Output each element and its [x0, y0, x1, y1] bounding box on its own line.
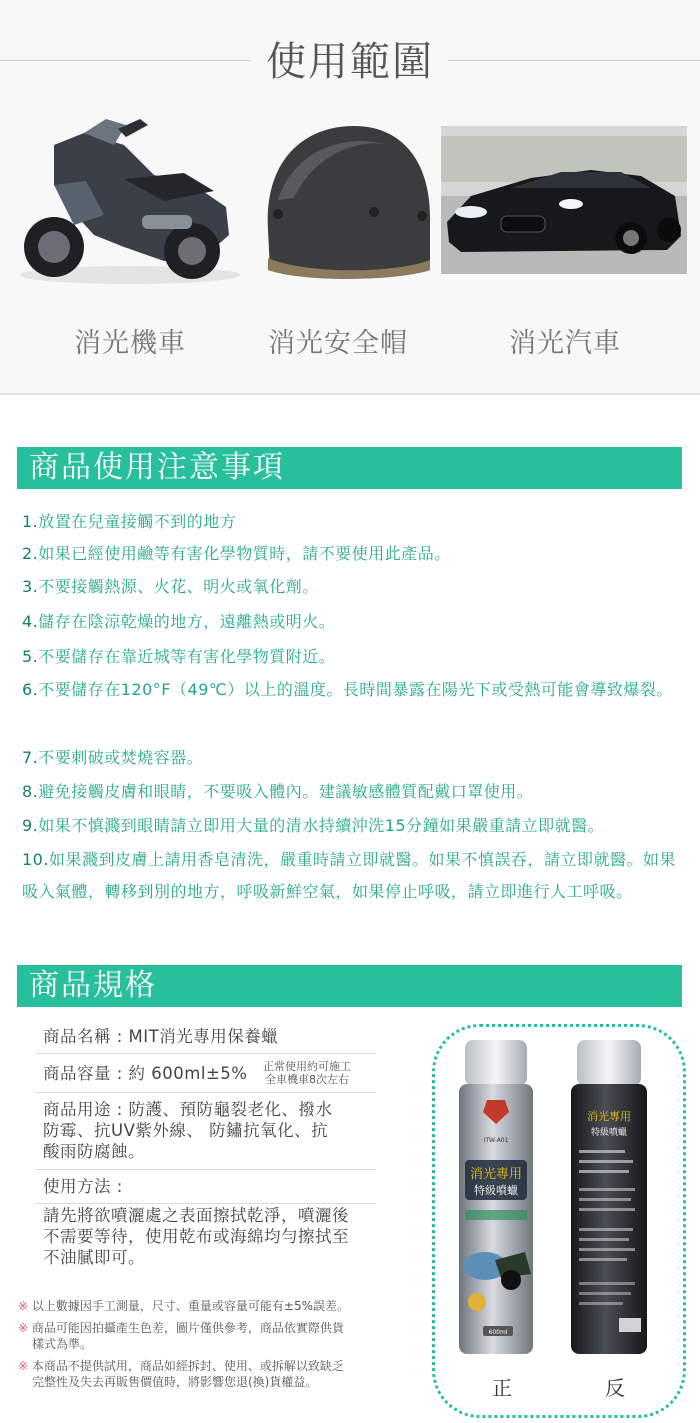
notice-item: 6.不要儲存在120°F（49℃）以上的溫度。長時間暴露在陽光下或受熱可能會導致爆裂。	[22, 680, 673, 699]
can-front-image	[455, 1038, 537, 1358]
scooter-image	[14, 115, 246, 287]
spec-method-1: 請先將欲噴灑處之表面擦拭乾淨，噴灑後	[43, 1206, 349, 1225]
can-back-image	[567, 1038, 651, 1358]
spec-method-label: 使用方法 :	[43, 1177, 123, 1196]
spec-purpose-1: 商品用途 : 防護、預防龜裂老化、撥水	[43, 1100, 333, 1119]
disclaimer-item: ※ 本商品不提供試用，商品如經拆封、使用、或拆解以致缺乏 完整性及失去再販售價值時，將影響您退(換)貨權益。	[18, 1359, 344, 1389]
notice-item: 8.避免接觸皮膚和眼睛，不要吸入體內。建議敏感體質配戴口罩使用。	[22, 782, 534, 801]
can-back-text: 消光專用	[587, 1110, 631, 1123]
back-label: 反	[605, 1376, 625, 1400]
notice-item: 7.不要刺破或焚燒容器。	[22, 748, 204, 767]
section-divider	[0, 393, 700, 395]
specs-header-bar	[17, 965, 682, 1007]
can-front-text: 消光專用	[469, 1167, 523, 1182]
notice-item: 3.不要接觸熱源、火花、明火或氧化劑。	[22, 577, 319, 596]
capacity-note: 正常使用約可施工 全車機車8次左右	[263, 1060, 351, 1086]
can-front-volume: 600ml	[488, 1329, 508, 1336]
spec-divider	[36, 1169, 376, 1170]
spec-purpose-3: 酸雨防腐蝕。	[43, 1142, 145, 1161]
notice-item: 5.不要儲存在靠近城等有害化學物質附近。	[22, 647, 336, 666]
helmet-image	[254, 120, 438, 288]
front-label: 正	[492, 1376, 512, 1400]
can-front-model: ITW-A01	[483, 1137, 509, 1144]
notice-item: 4.儲存在陰涼乾燥的地方，遠離熱或明火。	[22, 612, 336, 631]
notices-header-bar	[17, 447, 682, 489]
specs-title: 商品規格	[29, 968, 157, 1003]
caption-helmet: 消光安全帽	[268, 328, 408, 359]
spec-divider	[36, 1053, 376, 1054]
caption-car: 消光汽車	[509, 328, 621, 359]
spec-name: 商品名稱 : MIT消光專用保養蠟	[43, 1027, 279, 1046]
spec-divider	[36, 1092, 376, 1093]
notice-item: 2.如果已經使用鹼等有害化學物質時，請不要使用此產品。	[22, 544, 451, 563]
disclaimer-item: ※ 商品可能因拍攝產生色差，圖片僅供參考，商品依實際供貨 樣式為準。	[18, 1321, 344, 1351]
spec-method-3: 不油膩即可。	[43, 1248, 145, 1267]
spec-purpose-2: 防霉、抗UV紫外線、 防鏽抗氧化、抗	[43, 1121, 329, 1140]
spec-capacity: 商品容量 : 約 600ml±5%	[43, 1064, 248, 1083]
disclaimer-item: ※ 以上數據因手工測量，尺寸、重量或容量可能有±5%誤差。	[18, 1299, 349, 1313]
notice-item: 9.如果不慎濺到眼睛請立即用大量的清水持續沖洗15分鐘如果嚴重請立即就醫。	[22, 816, 605, 835]
usage-title: 使用範圍	[0, 38, 700, 86]
can-back-text2: 特級噴蠟	[590, 1128, 628, 1138]
usage-section	[0, 0, 700, 394]
notices-title: 商品使用注意事項	[29, 450, 285, 485]
spec-divider	[36, 1203, 376, 1204]
notice-item: 1.放置在兒童接觸不到的地方	[22, 512, 237, 531]
car-image	[441, 126, 687, 274]
caption-scooter: 消光機車	[74, 328, 186, 359]
spec-method-2: 不需要等待，使用乾布或海綿均勻擦拭至	[43, 1227, 349, 1246]
can-front-text2: 特級噴蠟	[474, 1184, 518, 1197]
notice-item: 10.如果濺到皮膚上請用香皂清洗，嚴重時請立即就醫。如果不慎誤吞，請立即就醫。如果吸入氣體，轉移到別的地方，呼吸新鮮空氣，如果停止呼吸，請立即進行人工呼吸。	[22, 850, 676, 901]
